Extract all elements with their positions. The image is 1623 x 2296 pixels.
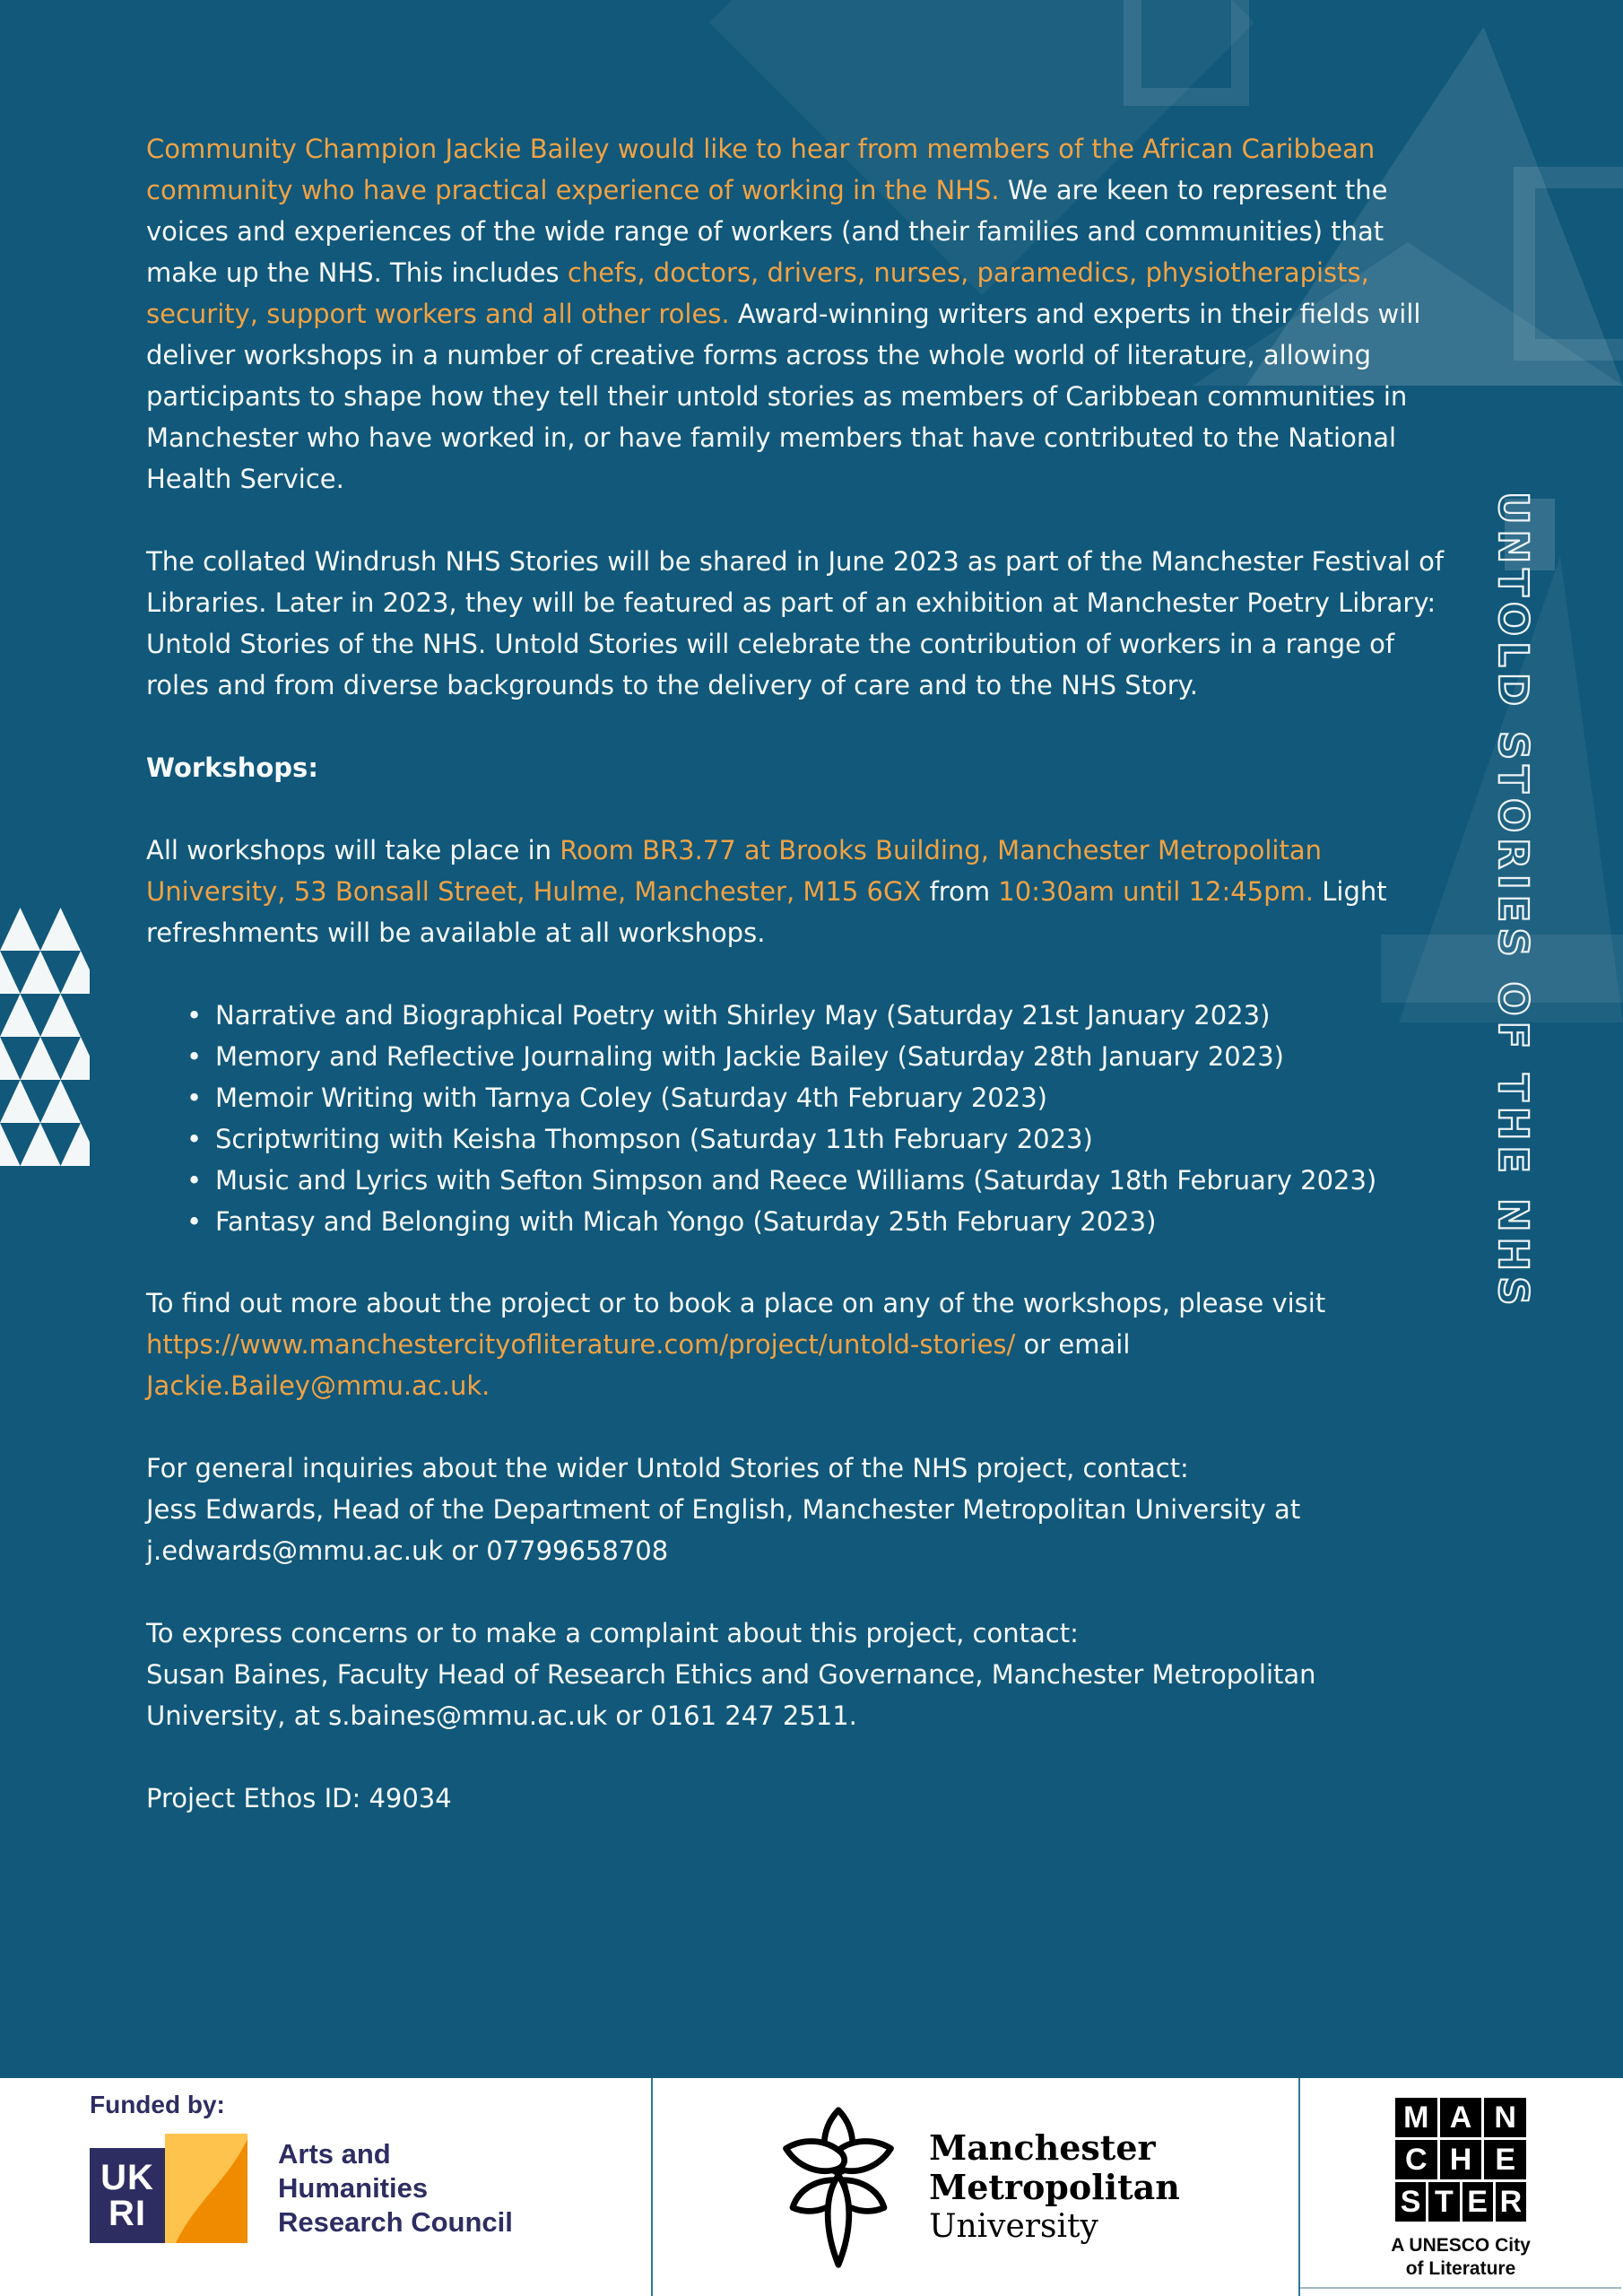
intro-text: We are keen to represent the voices and experiences of the wide range of workers (and their families and communities) that make up the NHS. This includes: [146, 175, 1388, 288]
exhibition-paragraph: The collated Windrush NHS Stories will be shared in June 2023 as part of the Manchester Festival of Libraries. Later in 2023, they will be featured as part of an exhibition at Manchester Poetry Library: Untold Stories of the NHS. Untold Stories will celebrate the contribution of workers in a range of roles and from diverse backgrounds to the delivery of care and to the NHS Story.: [146, 546, 1445, 700]
general-inquiries-intro-line: For general inquiries about the wider Untold Stories of the NHS project, contact:: [146, 1453, 1189, 1483]
manchester-tile: M: [1395, 2098, 1437, 2137]
manchester-tile: A: [1440, 2098, 1482, 2137]
workshops-intro-paragraph: [146, 830, 1448, 953]
contact-email-link[interactable]: Jackie.Bailey@mmu.ac.uk.: [146, 1370, 490, 1401]
intro-highlight-text: Community Champion Jackie Bailey would like to hear from members of the African Caribbean community who have practical experience of working in the NHS.: [146, 134, 1376, 205]
manchester-tile: C: [1395, 2140, 1437, 2179]
intro-text: Award-winning writers and experts in their fields will deliver workshops in a number of creative forms across the whole world of literature, allowing participants to shape how they tell their untold stories as members of Caribbean communities in Manchester who have worked in, or have family members that have contributed to the National Health Service.: [146, 299, 1421, 494]
mmu-line: University: [929, 2207, 1098, 2245]
square-frame-decoration: [1124, 0, 1249, 106]
ahrc-wordmark: [278, 2137, 513, 2239]
ukri-logo: [90, 2134, 247, 2243]
more-info-paragraph: [146, 1283, 1448, 1406]
ahrc-line: Arts and: [278, 2138, 391, 2170]
workshops-heading: Workshops:: [146, 752, 318, 783]
manchester-tiles-logo: [1395, 2098, 1526, 2222]
manchester-tile: S: [1395, 2182, 1426, 2222]
general-inquiries-paragraph: [146, 1448, 1448, 1571]
venue-highlight-text: Room BR3.77 at Brooks Building, Manchester Metropolitan University, 53 Bonsall Street, Hulme, Manchester, M15 6GX: [146, 835, 1322, 907]
time-highlight-text: 10:30am until 12:45pm.: [998, 876, 1315, 907]
mmu-line: Metropolitan: [929, 2166, 1180, 2207]
workshops-intro-text: from: [929, 876, 999, 907]
footer: [0, 2078, 1623, 2296]
manchester-tile: E: [1462, 2182, 1493, 2222]
ukri-logo-letters: [90, 2148, 165, 2243]
manchester-tile: H: [1440, 2140, 1482, 2179]
footer-city-of-literature-panel: [1298, 2078, 1621, 2296]
manchester-tile: R: [1496, 2182, 1526, 2222]
workshop-list-item: • Music and Lyrics with Sefton Simpson and Reece Williams (Saturday 18th February 2023): [146, 1160, 1448, 1201]
ahrc-line: Research Council: [278, 2206, 513, 2238]
complaints-intro-line: To express concerns or to make a complaint about this project, contact:: [146, 1618, 1079, 1648]
ukri-letters-ri: RI: [108, 2194, 146, 2233]
poster-body: [146, 128, 1448, 1860]
complaints-paragraph: [146, 1613, 1448, 1736]
mmu-rose-icon: [771, 2098, 906, 2277]
ethos-id: Project Ethos ID: 49034: [146, 1783, 452, 1813]
triangle-pattern-decoration: [0, 908, 90, 1166]
unesco-line: A UNESCO City: [1391, 2235, 1531, 2256]
footer-funder-panel: [0, 2078, 651, 2296]
manchester-tile: N: [1484, 2098, 1526, 2137]
ahrc-line: Humanities: [278, 2172, 429, 2204]
complaints-contact: Susan Baines, Faculty Head of Research Ethics and Governance, Manchester Metropolitan University, at s.baines@mmu.ac.uk or 0161 247 2511.: [146, 1659, 1316, 1731]
general-inquiries-contact: Jess Edwards, Head of the Department of English, Manchester Metropolitan University at j.edwards@mmu.ac.uk or 07799658708: [146, 1494, 1301, 1566]
roles-highlight-text: chefs, doctors, drivers, nurses, paramedics, physiotherapists, security, support workers and all other roles.: [146, 257, 1369, 329]
workshop-list-item: • Fantasy and Belonging with Micah Yongo (Saturday 25th February 2023): [146, 1201, 1448, 1242]
manchester-tile: E: [1484, 2140, 1526, 2179]
more-info-text: or email: [1023, 1329, 1131, 1360]
manchester-tile: T: [1428, 2182, 1459, 2222]
footer-university-panel: [651, 2078, 1298, 2296]
unesco-line: of Literature: [1405, 2258, 1516, 2279]
workshops-intro-text: All workshops will take place in: [146, 835, 560, 865]
workshop-list-item: • Memory and Reflective Journaling with Jackie Bailey (Saturday 28th January 2023): [146, 1036, 1448, 1077]
mmu-line: Manchester: [929, 2126, 1156, 2168]
more-info-text: To find out more about the project or to book a place on any of the workshops, please visit: [146, 1288, 1326, 1318]
intro-paragraph: [146, 128, 1448, 500]
workshops-list: [146, 995, 1448, 1242]
workshop-list-item: • Narrative and Biographical Poetry with Shirley May (Saturday 21st January 2023): [146, 995, 1448, 1036]
workshop-list-item: • Memoir Writing with Tarnya Coley (Saturday 4th February 2023): [146, 1077, 1448, 1118]
workshop-list-item: • Scriptwriting with Keisha Thompson (Saturday 11th February 2023): [146, 1118, 1448, 1160]
square-frame-decoration: [1514, 167, 1623, 361]
vertical-banner-title: UNTOLD STORIES OF THE NHS: [1489, 491, 1537, 1311]
unesco-city-of-literature-label: [1391, 2234, 1531, 2281]
workshops-intro-text: Light refreshments will be available at all workshops.: [146, 876, 1387, 948]
ukri-logo-orange-shape: [165, 2134, 247, 2243]
project-url-link[interactable]: https://www.manchestercityofliterature.com/project/untold-stories/: [146, 1329, 1016, 1360]
ukri-letters-uk: UK: [100, 2158, 154, 2197]
mmu-wordmark: [929, 2128, 1180, 2247]
funded-by-label: Funded by:: [90, 2091, 225, 2118]
